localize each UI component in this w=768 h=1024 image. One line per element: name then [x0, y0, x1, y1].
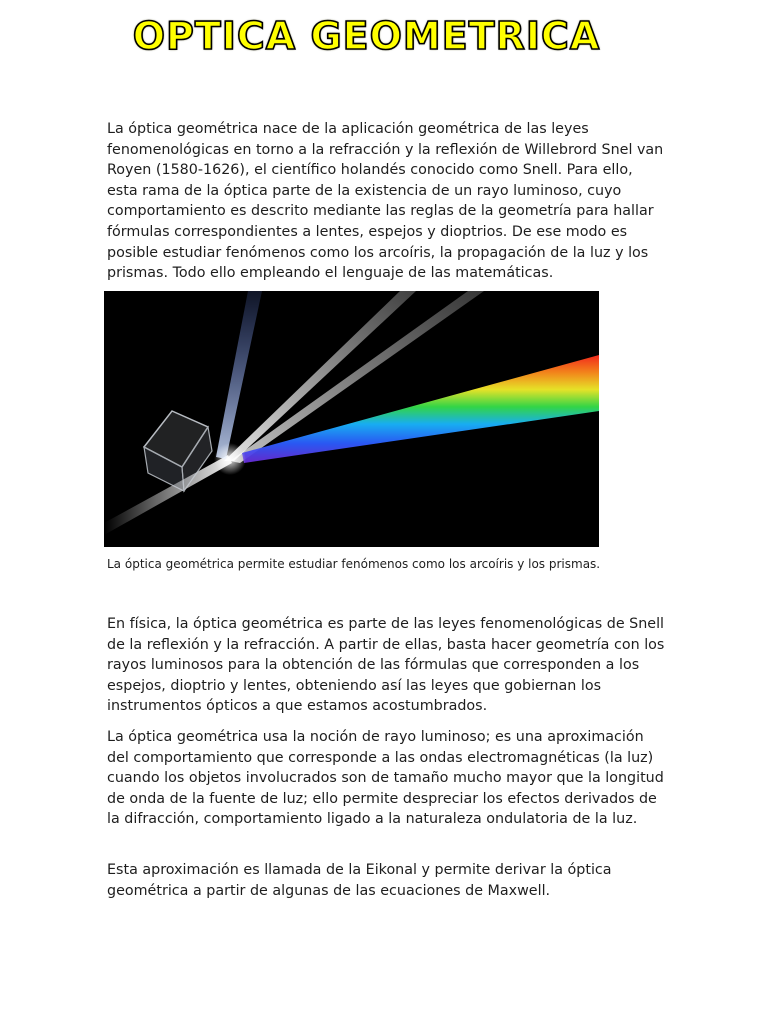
- ray-approximation-paragraph: La óptica geométrica usa la noción de rayo luminoso; es una aproximación del comportamiento que corresponde a las ondas electromagnéticas (la luz) cuando los objetos involucrados son de tamaño mucho mayor que la longitud de onda de la fuente de luz; ello permite despreciar los efectos derivados de la difracción, comportamiento ligado a la naturaleza ondulatoria de la luz.: [107, 729, 664, 828]
- impact-glow: [214, 443, 246, 475]
- eikonal-paragraph: Esta aproximación es llamada de la Eikonal y permite derivar la óptica geométrica a partir de algunas de las ecuaciones de Maxwell.: [107, 862, 612, 899]
- intro-paragraph: La óptica geométrica nace de la aplicación geométrica de las leyes fenomenológicas en torno a la refracción y la reflexión de Willebrord Snel van Royen (1580-1626), el científico holandés conocido como Snell. Para ello, esta rama de la óptica parte de la existencia de un rayo luminoso, cuyo comportamiento es descrito mediante las reglas de la geometría para hallar fórmulas correspondientes a lentes, espejos y dioptrios. De ese modo es posible estudiar fenómenos como los arcoíris, la propagación de la luz y los prismas. Todo ello empleando el lenguaje de las matemáticas.: [107, 121, 664, 282]
- prism-illustration: [104, 291, 599, 547]
- page-title: OPTICA GEOMETRICA: [132, 14, 601, 58]
- physics-paragraph: En física, la óptica geométrica es parte de las leyes fenomenológicas de Snell de la reflexión y la refracción. A partir de ellas, basta hacer geometría con los rayos luminosos para la obtención de las fórmulas que corresponden a los espejos, dioptrio y lentes, obteniendo así las leyes que gobiernan los instrumentos ópticos a que estamos acostumbrados.: [107, 616, 665, 715]
- figure-caption: La óptica geométrica permite estudiar fenómenos como los arcoíris y los prismas.: [107, 557, 601, 571]
- prism-photo: [104, 291, 599, 547]
